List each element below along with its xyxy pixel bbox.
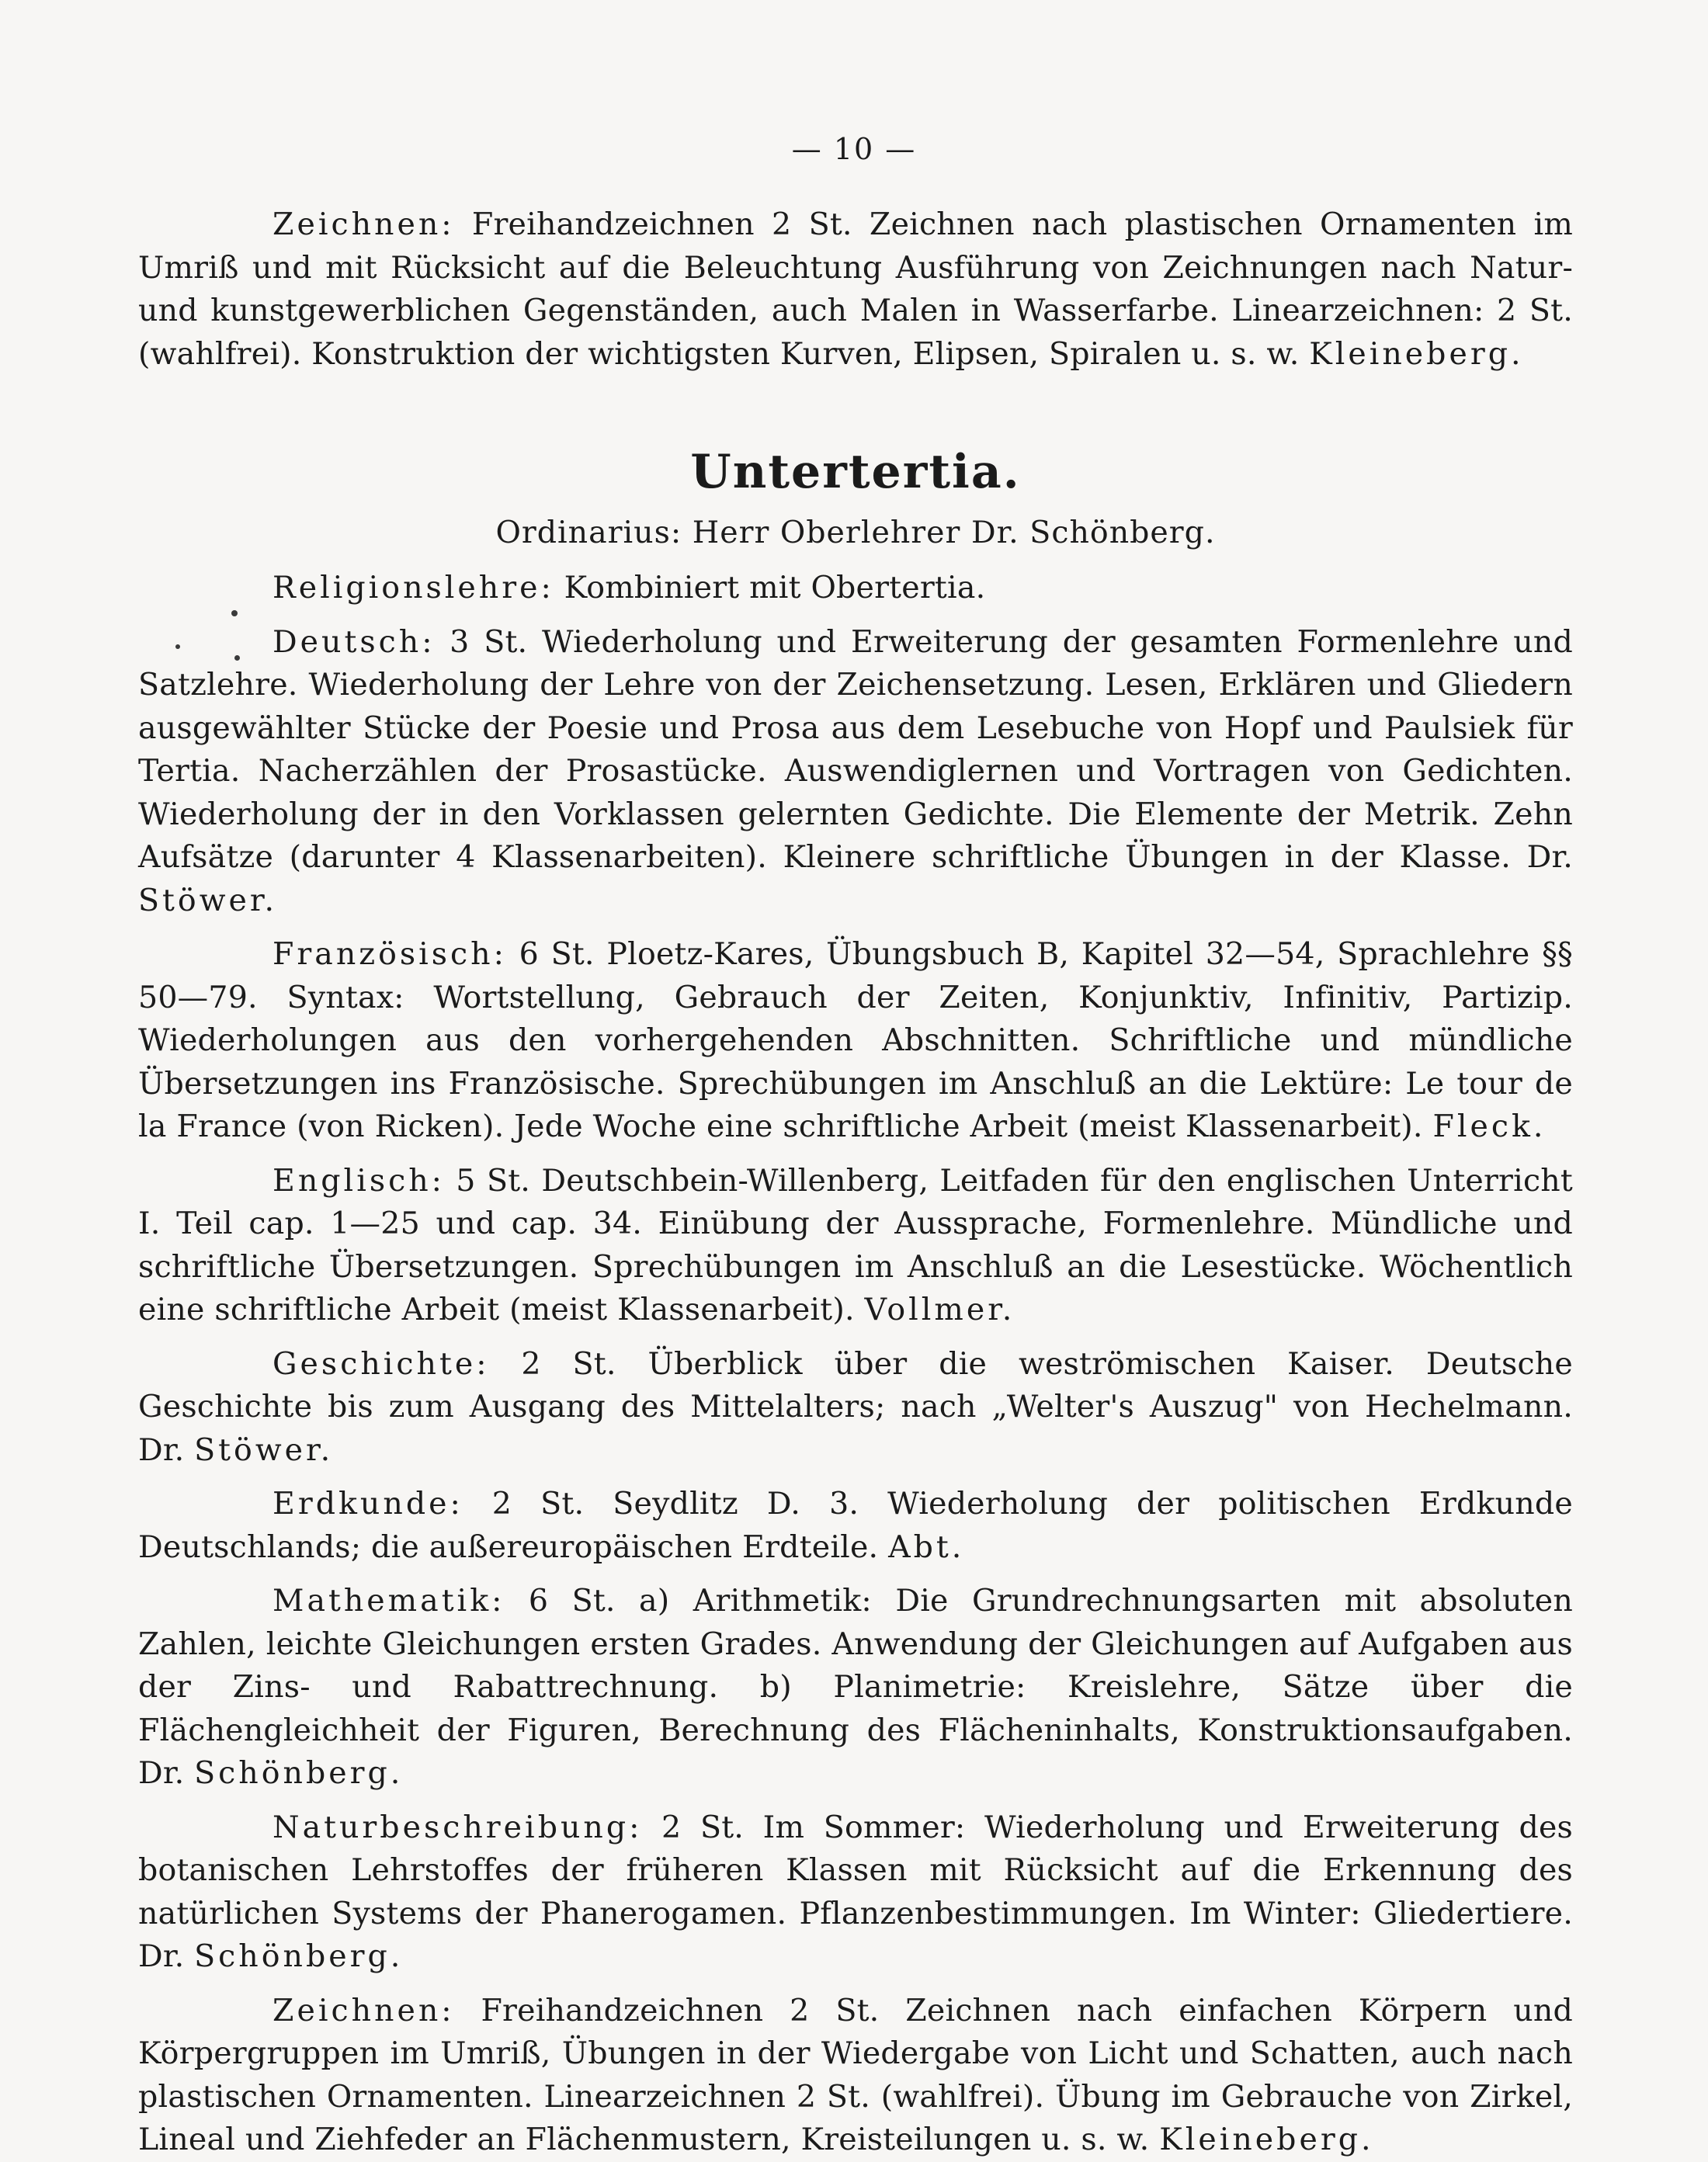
paragraph-text: 3 St. Wiederholung und Erweiterung der gesamten Formenlehre und Satzlehre. Wiederholung der Lehre von der Zeichensetzung. Lesen, Erklären und Gliedern ausgewählter Stücke der Poesie und Prosa aus dem Lesebuche von Hopf und Paulsiek für Tertia. Nacherzählen der Prosastücke. Auswendiglernen und Vortragen von Gedichten. Wiederholung der in den Vorklassen gelernten Gedichte. Die Elemente der Metrik. Zehn Aufsätze (darunter 4 Klassenarbeiten). Kleinere schriftliche Übungen in der Klasse. Dr. [138, 623, 1573, 875]
text-column [138, 203, 1573, 2162]
teacher-name: Abt. [888, 1529, 965, 1565]
paragraph-text: Kombiniert mit Obertertia. [554, 570, 986, 606]
print-speck [231, 610, 238, 616]
subject-paragraph-zeichnen [138, 1990, 1573, 2162]
paragraph-text: 2 St. Überblick über die weströmischen Kaiser. Deutsche Geschichte bis zum Ausgang des Mittelalters; nach „Welter's Auszug" von Hechelmann. Dr. [138, 1345, 1573, 1468]
subject-paragraph-franzoesisch [138, 933, 1573, 1149]
paragraph-text: 2 St. Seydlitz D. 3. Wiederholung der politischen Erdkunde Deutschlands; die außereuropäischen Erdteile. [138, 1486, 1573, 1565]
subject-label: Zeichnen: [273, 206, 455, 242]
subject-paragraph-geschichte [138, 1343, 1573, 1473]
subject-label: Erdkunde: [273, 1486, 463, 1522]
ordinarius-line: Ordinarius: Herr Oberlehrer Dr. Schönberg. [495, 515, 1216, 550]
top-paragraph [138, 203, 1573, 376]
subject-label: Zeichnen: [273, 1992, 455, 2028]
paragraph-text: 2 St. Im Sommer: Wiederholung und Erweiterung des botanischen Lehrstoffes der früheren Klassen mit Rücksicht auf die Erkennung des natürlichen Systems der Phanerogamen. Pflanzenbestimmungen. Im Winter: Gliedertiere. Dr. [138, 1809, 1573, 1974]
section-heading: Untertertia. [690, 445, 1021, 499]
paragraph-text: 5 St. Deutschbein-Willenberg, Leitfaden für den englischen Unterricht I. Teil cap. 1—25 und cap. 34. Einübung der Aussprache, Formenlehre. Mündliche und schriftliche Übersetzungen. Sprechübungen im Anschluß an die Lesestücke. Wöchentlich eine schriftliche Arbeit (meist Klassenarbeit). [138, 1162, 1573, 1327]
print-speck [234, 655, 240, 661]
subject-paragraph-erdkunde [138, 1483, 1573, 1569]
paragraph-text: 6 St. a) Arithmetik: Die Grundrechnungsarten mit absoluten Zahlen, leichte Gleichungen ersten Grades. Anwendung der Gleichungen auf Aufgaben aus der Zins- und Rabattrechnung. b) Planimetrie: Kreislehre, Sätze über die Flächengleichheit der Figuren, Berechnung des Flächeninhalts, Konstruktionsaufgaben. Dr. [138, 1583, 1573, 1791]
teacher-name: Vollmer. [864, 1292, 1015, 1327]
subject-paragraph-englisch [138, 1160, 1573, 1332]
subject-paragraph-naturbeschreibung [138, 1806, 1573, 1979]
teacher-name: Fleck. [1432, 1109, 1547, 1144]
teacher-name: Schönberg. [194, 1755, 404, 1791]
teacher-name: Schönberg. [194, 1938, 404, 1974]
subject-paragraph-mathematik [138, 1580, 1573, 1796]
paragraph-text: Freihandzeichnen 2 St. Zeichnen nach einfachen Körpern und Körpergruppen im Umriß, Übungen in der Wiedergabe von Licht und Schatten, auch nach plastischen Ornamenten. Linearzeichnen 2 St. (wahlfrei). Übung im Gebrauche von Zirkel, Lineal und Ziehfeder an Flächenmustern, Kreisteilungen u. s. w. [138, 1992, 1573, 2157]
subject-label: Mathematik: [273, 1583, 505, 1619]
paragraph-text: Freihandzeichnen 2 St. Zeichnen nach plastischen Ornamenten im Umriß und mit Rücksicht auf die Beleuchtung Ausführung von Zeichnungen nach Natur- und kunstgewerblichen Gegenständen, auch Malen in Wasserfarbe. Linearzeichnen: 2 St. (wahlfrei). Konstruktion der wichtigsten Kurven, Elipsen, Spiralen u. s. w. [138, 206, 1573, 372]
print-speck [175, 644, 180, 649]
subject-label: Naturbeschreibung: [273, 1809, 643, 1845]
subject-label: Englisch: [273, 1162, 445, 1199]
teacher-name: Stöwer. [194, 1432, 334, 1468]
subject-paragraph-religion [138, 567, 1573, 610]
teacher-name: Stöwer. [138, 882, 277, 918]
subject-label: Französisch: [273, 936, 507, 972]
subject-paragraph-deutsch [138, 621, 1573, 923]
teacher-name: Kleineberg. [1159, 2122, 1374, 2157]
subject-label: Geschichte: [273, 1345, 490, 1382]
subject-label: Religionslehre: [273, 570, 554, 606]
paragraph-text: 6 St. Ploetz-Kares, Übungsbuch B, Kapitel 32—54, Sprachlehre §§ 50—79. Syntax: Wortstellung, Gebrauch der Zeiten, Konjunktiv, Infinitiv, Partizip. Wiederholungen aus den vorhergehenden Abschnitten. Schriftliche und mündliche Übersetzungen ins Französische. Sprechübungen im Anschluß an die Lektüre: Le tour de la France (von Ricken). Jede Woche eine schriftliche Arbeit (meist Klassenarbeit). [138, 936, 1573, 1144]
subject-label: Deutsch: [273, 623, 436, 660]
page-number: — 10 — [791, 132, 917, 166]
teacher-name: Kleineberg. [1309, 335, 1524, 372]
